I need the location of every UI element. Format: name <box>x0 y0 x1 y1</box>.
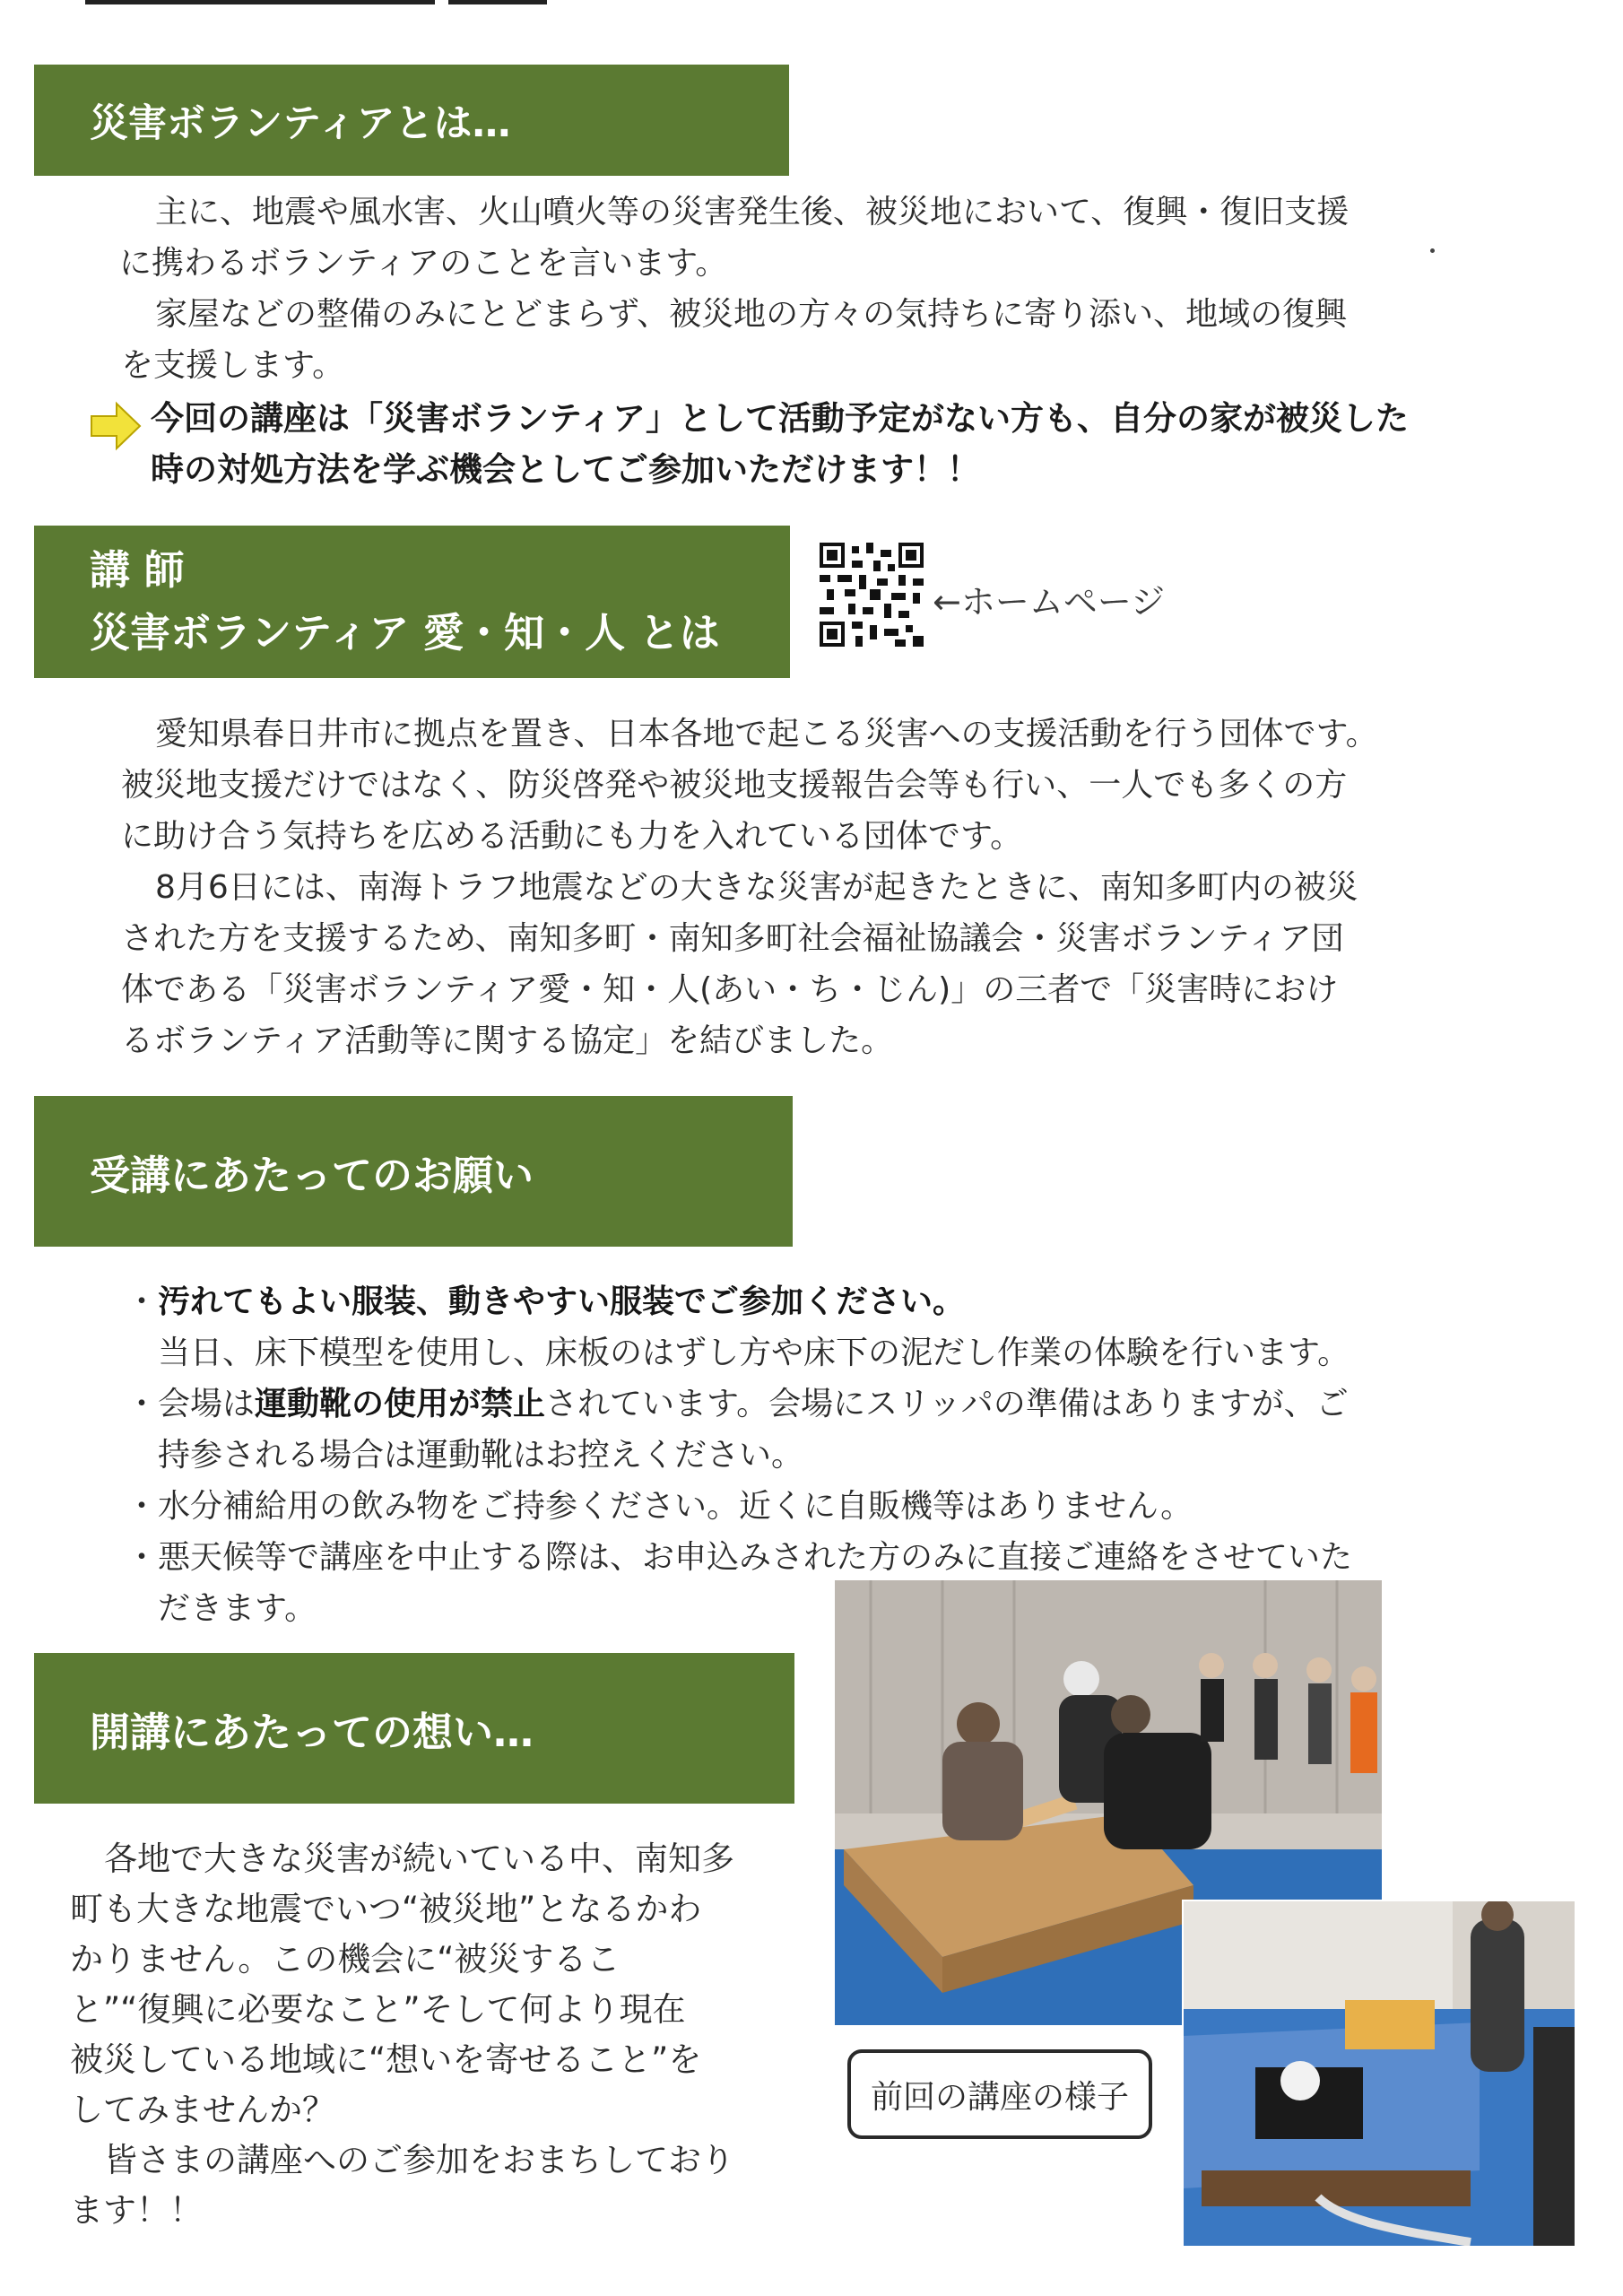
body-line: に携わるボランティアのことを言います。 <box>119 245 728 282</box>
section-header-disaster-volunteer <box>34 65 789 176</box>
bullet-sub-text: だきます。 <box>158 1590 317 1627</box>
body-line: と”“復興に必要なこと”そして何より現在 <box>70 1990 686 2029</box>
top-edge-mark <box>85 0 435 4</box>
section-body-thoughts <box>70 1834 814 2236</box>
body-line: 被災している地域に“想いを寄せること”を <box>70 2040 702 2079</box>
list-item: ・悪天候等で講座を中止する際は、お申込みされた方のみに直接ご連絡をさせていた だきます。 <box>126 1532 1533 1634</box>
bullet-sub-text: 持参される場合は運動靴はお控えください。 <box>158 1437 804 1474</box>
notice-row <box>90 393 1542 495</box>
body-line: るボランティア活動等に関する協定」を結びました。 <box>121 1022 894 1059</box>
body-line: 皆さまの講座へのご参加をおまちしており <box>104 2141 734 2179</box>
bullet-text: されています。会場にスリッパの準備はありますが、ご <box>545 1386 1349 1422</box>
body-line: してみませんか？ <box>70 2091 335 2129</box>
qr-code-icon[interactable] <box>820 543 924 647</box>
notice-line: 時の対処方法を学ぶ機会としてご参加いただけます！！ <box>151 450 980 489</box>
notice-line: 今回の講座は「災害ボランティア」として活動予定がない方も、自分の家が被災した <box>151 399 1410 438</box>
list-item: ・汚れてもよい服装、動きやすい服装でご参加ください。 当日、床下模型を使用し、床板のはずし方や床下の泥だし作業の体験を行います。 <box>126 1276 1533 1378</box>
workshop-photo-underfloor <box>1182 1900 1576 2248</box>
body-line: に助け合う気持ちを広める活動にも力を入れている団体です。 <box>121 818 1023 855</box>
body-line: 8月6日には、南海トラフ地震などの大きな災害が起きたときに、南知多町内の被災 <box>155 869 1358 906</box>
body-line: された方を支援するため、南知多町・南知多町社会福祉協議会・災害ボランティア団 <box>121 920 1344 957</box>
section-body-disaster-volunteer <box>121 187 1538 391</box>
section-title: 受講にあたってのお願い <box>90 1151 534 1199</box>
photo-caption: 前回の講座の様子 <box>847 2049 1152 2139</box>
section-title-line: 災害ボランティア 愛・知・人 とは <box>90 609 720 657</box>
section-header-instructor <box>34 526 790 678</box>
top-edge-mark <box>448 0 547 4</box>
section-title: 災害ボランティアとは… <box>90 100 511 146</box>
section-body-instructor <box>121 709 1538 1066</box>
body-line: を支援します。 <box>121 347 345 384</box>
section-header-requests <box>34 1096 793 1247</box>
bullet-bold-text: 汚れてもよい服装、動きやすい服装でご参加ください。 <box>158 1283 966 1320</box>
list-item: ・水分補給用の飲み物をご持参ください。近くに自販機等はありません。 <box>126 1488 1193 1525</box>
section-title-line: 講 師 <box>90 546 185 594</box>
body-line: 体である「災害ボランティア愛・知・人(あい・ち・じん)」の三者で「災害時におけ <box>121 971 1339 1008</box>
bullet-sub-text: 当日、床下模型を使用し、床板のはずし方や床下の泥だし作業の体験を行います。 <box>158 1335 1350 1371</box>
body-line: 各地で大きな災害が続いている中、南知多 <box>104 1839 734 1878</box>
bullet-bold-text: 運動靴の使用が禁止 <box>255 1386 546 1422</box>
body-line: かりません。この機会に“被災するこ <box>70 1940 621 1979</box>
homepage-label: ←ホームページ <box>933 582 1166 622</box>
bullet-text: 悪天候等で講座を中止する際は、お申込みされた方のみに直接ご連絡をさせていた <box>158 1539 1353 1576</box>
body-line: 主に、地震や風水害、火山噴火等の災害発生後、被災地において、復興・復旧支援 <box>155 194 1350 230</box>
section-title: 開講にあたっての想い… <box>90 1708 534 1756</box>
bullet-text: 会場は <box>158 1386 256 1422</box>
list-item: ・会場は運動靴の使用が禁止されています。会場にスリッパの準備はありますが、ご 持参される場合は運動靴はお控えください。 <box>126 1378 1533 1481</box>
body-line: 愛知県春日井市に拠点を置き、日本各地で起こる災害への支援活動を行う団体です。 <box>155 716 1378 752</box>
arrow-right-icon <box>90 400 142 452</box>
section-header-thoughts <box>34 1653 794 1804</box>
notice-text <box>151 393 1409 495</box>
bullet-text: 水分補給用の飲み物をご持参ください。近くに自販機等はありません。 <box>158 1488 1193 1525</box>
body-line: ます！！ <box>70 2191 203 2230</box>
body-line: 家屋などの整備のみにとどまらず、被災地の方々の気持ちに寄り添い、地域の復興 <box>155 296 1348 333</box>
body-line: 被災地支援だけではなく、防災啓発や被災地支援報告会等も行い、一人でも多くの方 <box>121 767 1348 804</box>
body-line: 町も大きな地震でいつ“被災地”となるかわ <box>70 1890 702 1928</box>
